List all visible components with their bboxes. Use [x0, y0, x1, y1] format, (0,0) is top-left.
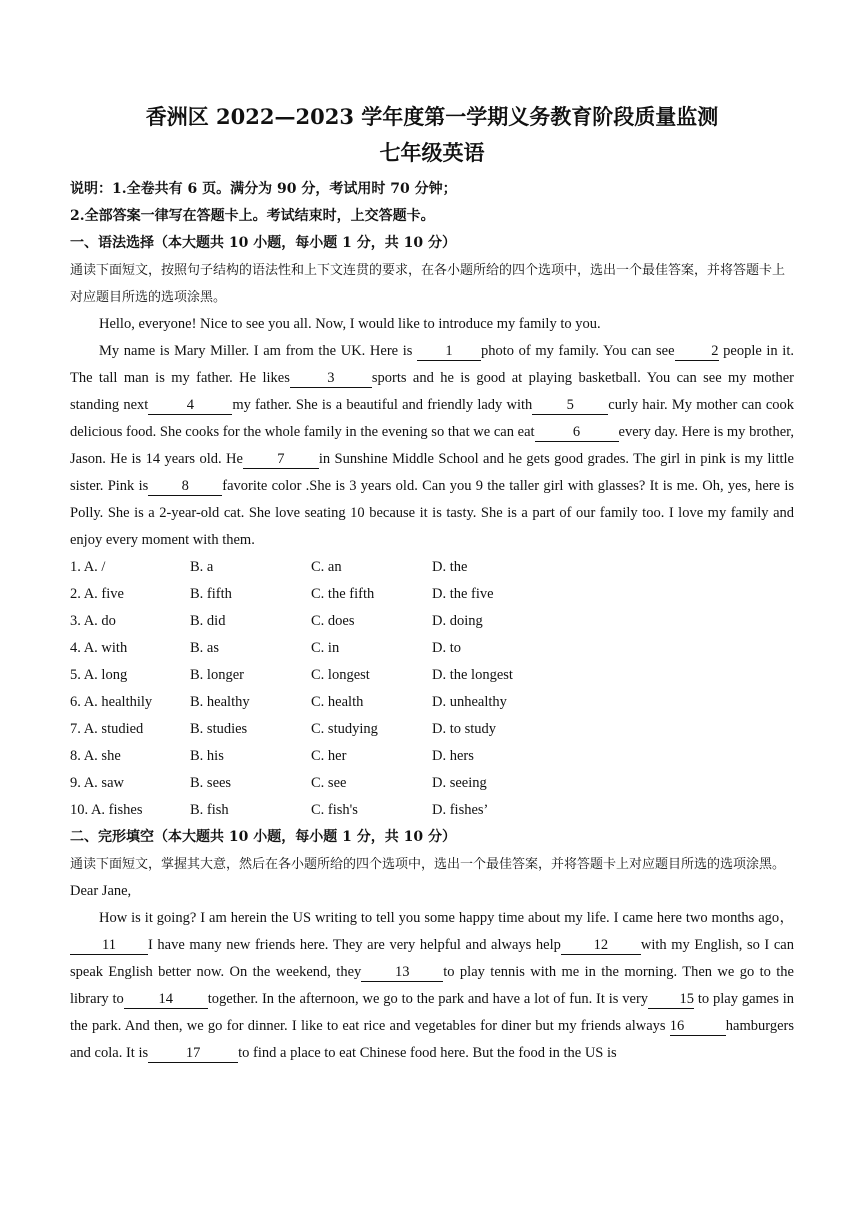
section2-paragraph-1: [70, 905, 794, 1067]
text-run: to play tennis with me in the morning. Then we go to the library to: [70, 964, 794, 1007]
option-row: [70, 743, 794, 770]
option: B. as: [190, 640, 219, 656]
blank-1: 1: [417, 342, 481, 361]
option: B. fifth: [190, 586, 232, 602]
instructions-line-2: 2.全部答案一律写在答题卡上。考试结束时，上交答题卡。: [70, 208, 435, 224]
letter-greeting: Dear Jane,: [70, 883, 132, 899]
option: B. healthy: [190, 694, 250, 710]
option: B. sees: [190, 775, 232, 791]
option: 9. A. saw: [70, 775, 124, 791]
blank-4: 4: [148, 396, 232, 415]
text-run: photo of my family. You can see: [481, 343, 675, 359]
text-run: to play games in the park. And then, we go for dinner. I like to eat rice and vegetables for diner but my friends always: [70, 991, 794, 1034]
blank-16: 16: [670, 1017, 726, 1036]
blank-14: 14: [124, 990, 208, 1009]
option: 5. A. long: [70, 667, 128, 683]
option-row: [70, 797, 794, 824]
text-run: every day. Here is my brother, Jason. He is 14 years old. He: [70, 424, 795, 467]
option: C. studying: [311, 721, 378, 737]
option: C. does: [311, 613, 355, 629]
option: D. to: [432, 640, 461, 656]
option: 10. A. fishes: [70, 802, 143, 818]
text-run: together. In the afternoon, we go to the park and have a lot of fun. It is very: [207, 991, 649, 1007]
option: 2. A. five: [70, 586, 124, 602]
blank-17: 17: [148, 1044, 238, 1063]
instructions-line-1: 说明：1.全卷共有 6 页。满分为 90 分，考试用时 70 分钟；: [70, 181, 457, 197]
exam-subtitle: 七年级英语: [379, 140, 485, 165]
text-run: curly hair. My mother can cook delicious food. She cooks for the whole family in the evening so that we can eat: [70, 397, 795, 440]
section2-heading: 二、完形填空（本大题共 10 小题，每小题 1 分，共 10 分）: [70, 829, 456, 845]
option-row: [70, 635, 794, 662]
text-run: in Sunshine Middle School and he gets good grades. The girl in pink is my little sister. Pink is: [70, 451, 794, 494]
blank-3: 3: [290, 369, 372, 388]
option: 6. A. healthily: [70, 694, 153, 710]
text-run: favorite color .She is 3 years old. Can you 9 the taller girl with glasses? It is me. Oh, yes, here is Polly. She is a 2-year-old cat. She love seating 10 because it is tasty. She is a part of our family too. I love my family and enjoy every moment with them.: [70, 478, 794, 548]
blank-6: 6: [535, 423, 619, 442]
text-run: my father. She is a beautiful and friendly lady with: [232, 397, 533, 413]
option: 4. A. with: [70, 640, 128, 656]
text-run: with my English, so I can speak English better now. On the weekend, they: [70, 937, 794, 980]
option-row: [70, 608, 794, 635]
option-row: [70, 689, 794, 716]
section2-directions: 通读下面短文，掌握其大意，然后在各小题所给的四个选项中，选出一个最佳答案，并将答题卡上对应题目所选的选项涂黑。: [70, 857, 786, 872]
blank-7: 7: [243, 450, 319, 469]
exam-title: 香洲区 2022—2023 学年度第一学期义务教育阶段质量监测: [145, 104, 719, 129]
blank-15: 15: [648, 990, 694, 1009]
blank-5: 5: [532, 396, 608, 415]
blank-12: 12: [561, 936, 641, 955]
section1-paragraph-1: Hello, everyone! Nice to see you all. Now, I would like to introduce my family to you.: [99, 316, 601, 332]
option: B. his: [190, 748, 224, 764]
option-row: [70, 581, 794, 608]
text-run: to find a place to eat Chinese food here. But the food in the US is: [238, 1045, 617, 1061]
text-run: How is it going? I am herein the US writing to tell you some happy time about my life. I came here two months ago，: [99, 910, 794, 926]
option: C. see: [311, 775, 347, 791]
text-run: My name is Mary Miller. I am from the UK. Here is: [99, 343, 417, 359]
text-run: I have many new friends here. They are very helpful and always help: [148, 937, 561, 953]
option: D. seeing: [432, 775, 487, 791]
option: D. the longest: [432, 667, 513, 683]
option: 8. A. she: [70, 748, 121, 764]
option: 3. A. do: [70, 613, 116, 629]
option: C. health: [311, 694, 364, 710]
option: D. the five: [432, 586, 494, 602]
text-run: people in it. The tall man is my father. He likes: [70, 343, 794, 386]
text-run: sports and he is good at playing basketball. You can see my mother standing next: [70, 370, 794, 413]
option: D. doing: [432, 613, 483, 629]
section1-paragraph-2: [70, 338, 794, 554]
option: B. fish: [190, 802, 229, 818]
options-list: [70, 554, 794, 824]
option: C. fish's: [311, 802, 358, 818]
option: C. the fifth: [311, 586, 375, 602]
blank-13: 13: [361, 963, 443, 982]
option: 7. A. studied: [70, 721, 144, 737]
option-row: [70, 662, 794, 689]
option: C. longest: [311, 667, 370, 683]
option: D. to study: [432, 721, 497, 737]
option: D. unhealthy: [432, 694, 507, 710]
option-row: [70, 770, 794, 797]
exam-page: [70, 100, 794, 1067]
blank-11: 11: [70, 936, 148, 955]
option: B. longer: [190, 667, 244, 683]
option: D. fishes’: [432, 802, 489, 818]
option: B. did: [190, 613, 226, 629]
option: 1. A. /: [70, 559, 106, 575]
option-row: [70, 554, 794, 581]
option: D. the: [432, 559, 468, 575]
section1-directions: 通读下面短文，按照句子结构的语法性和上下文连贯的要求，在各小题所给的四个选项中，选出一个最佳答案，并将答题卡上对应题目所选的选项涂黑。: [70, 263, 786, 305]
text-run: hamburgers and cola. It is: [70, 1018, 794, 1061]
option: B. a: [190, 559, 214, 575]
blank-8: 8: [148, 477, 222, 496]
option: C. her: [311, 748, 347, 764]
option: C. in: [311, 640, 340, 656]
option: B. studies: [190, 721, 248, 737]
option: C. an: [311, 559, 342, 575]
section1-heading: 一、语法选择（本大题共 10 小题，每小题 1 分，共 10 分）: [70, 235, 456, 251]
option: D. hers: [432, 748, 474, 764]
blank-2: 2: [675, 342, 719, 361]
option-row: [70, 716, 794, 743]
